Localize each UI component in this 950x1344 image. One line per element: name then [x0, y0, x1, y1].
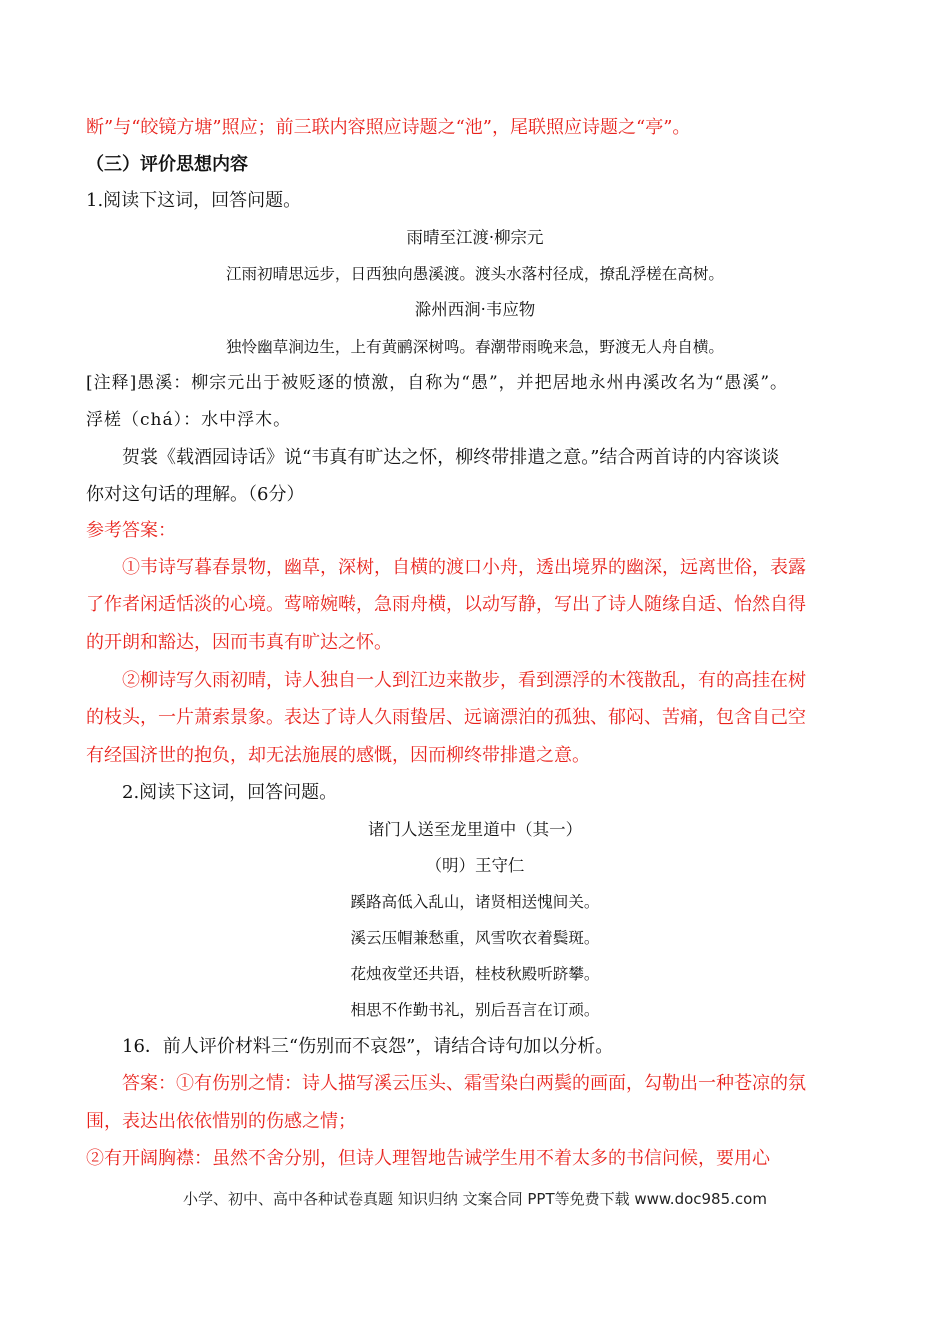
poem-1-title: 雨晴至江渡·柳宗元: [406, 228, 544, 247]
annotation-line-1: [注释]愚溪：柳宗元出于被贬逐的愤激，自称为“愚”，并把居地永州冉溪改名为“愚溪”。: [86, 373, 789, 393]
question-16: 16．前人评价材料三“伤别而不哀怨”，请结合诗句加以分析。: [122, 1036, 614, 1057]
answer-1-line-1: ①韦诗写暮春景物，幽草，深树，自横的渡口小舟，透出境界的幽深，远离世俗，表露: [122, 557, 806, 578]
poem-1-text: 江雨初晴思远步，日西独向愚溪渡。渡头水落村径成，撩乱浮槎在高树。: [225, 265, 724, 283]
annotation-line-2: 浮槎（chá）：水中浮木。: [86, 410, 292, 430]
poem-3-author: （明）王守仁: [425, 856, 525, 875]
answer-continuation: 断”与“皎镜方塘”照应；前三联内容照应诗题之“池”，尾联照应诗题之“亭”。: [86, 117, 691, 138]
section-heading: （三）评价思想内容: [86, 154, 248, 175]
question-1-prompt: 1.阅读下这词，回答问题。: [86, 190, 302, 211]
poem-2-text: 独怜幽草涧边生，上有黄鹂深树鸣。春潮带雨晚来急，野渡无人舟自横。: [225, 338, 724, 356]
answer-1-line-3: 的开朗和豁达，因而韦真有旷达之怀。: [86, 632, 392, 653]
poem-3-title: 诸门人送至龙里道中（其一）: [367, 820, 583, 839]
answer-16-line-1: 答案：①有伤别之情：诗人描写溪云压头、霜雪染白两鬓的画面，勾勒出一种苍凉的氛: [122, 1073, 806, 1094]
question-2-prompt: 2.阅读下这词，回答问题。: [122, 782, 338, 803]
answer-2-line-2: 的枝头，一片萧索景象。表达了诗人久雨蛰居、远谪漂泊的孤独、郁闷、苦痛，包含自己空: [86, 707, 806, 728]
question-text-line-1: 贺裳《载酒园诗话》说“韦真有旷达之怀，柳终带排遣之意。”结合两首诗的内容谈谈: [122, 447, 780, 468]
answer-1-line-2: 了作者闲适恬淡的心境。莺啼婉啭，急雨舟横，以动写静，写出了诗人随缘自适、怡然自得: [86, 594, 806, 615]
question-text-line-2: 你对这句话的理解。（6分）: [86, 484, 305, 505]
poem-2-title: 滁州西涧·韦应物: [414, 300, 536, 319]
poem-3-line-4: 相思不作勤书礼，别后吾言在订顽。: [350, 1001, 600, 1019]
poem-3-line-3: 花烛夜堂还共语，桂枝秋殿听跻攀。: [350, 965, 600, 983]
answer-2-line-1: ②柳诗写久雨初晴，诗人独自一人到江边来散步，看到漂浮的木筏散乱，有的高挂在树: [122, 670, 806, 691]
answer-label: 参考答案：: [86, 520, 176, 541]
poem-3-line-2: 溪云压帽兼愁重，风雪吹衣着鬓斑。: [350, 929, 600, 947]
poem-3-line-1: 蹊路高低入乱山，诸贤相送愧间关。: [350, 893, 600, 911]
answer-16-line-3: ②有开阔胸襟：虽然不舍分别，但诗人理智地告诫学生用不着太多的书信问候，要用心: [86, 1148, 770, 1169]
answer-16-line-2: 围，表达出依依惜别的伤感之情；: [86, 1111, 356, 1132]
page-footer: 小学、初中、高中各种试卷真题 知识归纳 文案合同 PPT等免费下载 www.doc985.com: [183, 1190, 767, 1208]
answer-2-line-3: 有经国济世的抱负，却无法施展的感慨，因而柳终带排遣之意。: [86, 745, 590, 766]
